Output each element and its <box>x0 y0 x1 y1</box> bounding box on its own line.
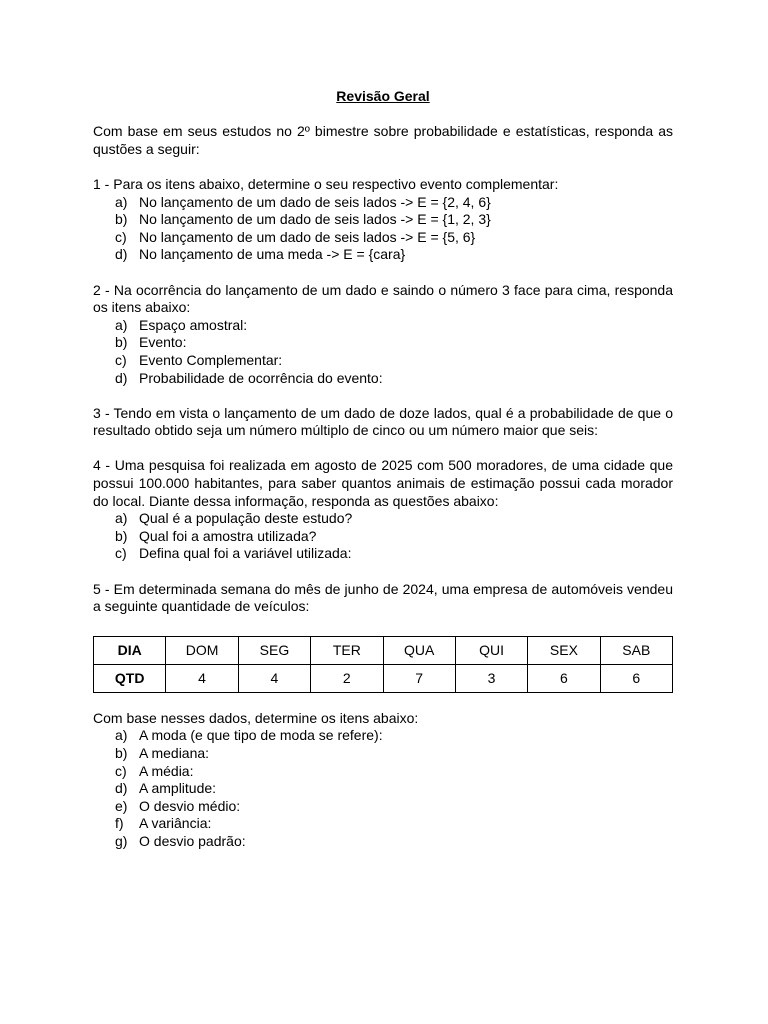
question-items <box>93 317 673 387</box>
item-text: Espaço amostral: <box>139 316 248 333</box>
final-section <box>93 710 673 851</box>
page-title: Revisão Geral <box>336 88 430 104</box>
intro-paragraph: Com base em seus estudos no 2º bimestre sobre probabilidade e estatísticas, responda as qustões a seguir: <box>93 123 673 157</box>
list-item <box>93 545 673 563</box>
item-text: Evento: <box>139 334 187 351</box>
item-marker: e) <box>115 797 128 814</box>
item-text: No lançamento de uma meda -> E = {cara} <box>139 246 406 263</box>
item-marker: c) <box>115 545 127 562</box>
final-text: Com base nesses dados, determine os itens abaixo: <box>93 709 419 726</box>
item-text: No lançamento de um dado de seis lados -> E = {5, 6} <box>139 228 476 245</box>
table-cell: 2 <box>311 664 383 692</box>
item-marker: c) <box>115 762 127 779</box>
table-cell: SEX <box>528 636 600 664</box>
item-text: O desvio padrão: <box>139 832 246 849</box>
table-cell: SEG <box>238 636 310 664</box>
question-items <box>93 510 673 563</box>
item-marker: f) <box>115 815 124 832</box>
item-marker: d) <box>115 780 128 797</box>
question-2 <box>93 282 673 388</box>
item-marker: a) <box>115 316 128 333</box>
table-cell: 6 <box>528 664 600 692</box>
table-row-days <box>94 636 673 664</box>
list-item <box>93 745 673 763</box>
question-4 <box>93 457 673 563</box>
list-item <box>93 780 673 798</box>
table-cell: 3 <box>455 664 527 692</box>
item-marker: b) <box>115 211 128 228</box>
final-items <box>93 727 673 850</box>
question-text: 3 - Tendo em vista o lançamento de um dado de doze lados, qual é a probabilidade de que o resultado obtido seja um número múltiplo de cinco ou um número maior que seis: <box>93 404 673 439</box>
item-marker: c) <box>115 351 127 368</box>
question-text: 2 - Na ocorrência do lançamento de um dado e saindo o número 3 face para cima, responda os itens abaixo: <box>93 281 673 316</box>
table-cell: QUI <box>455 636 527 664</box>
table-cell: TER <box>311 636 383 664</box>
item-marker: d) <box>115 246 128 263</box>
question-1 <box>93 176 673 264</box>
question-text: 1 - Para os itens abaixo, determine o seu respectivo evento complementar: <box>93 175 559 192</box>
list-item <box>93 211 673 229</box>
table-header-cell: DIA <box>94 636 166 664</box>
table-cell: DOM <box>166 636 238 664</box>
item-marker: a) <box>115 727 128 744</box>
table-row-quantities <box>94 664 673 692</box>
item-text: O desvio médio: <box>139 797 241 814</box>
list-item <box>93 370 673 388</box>
table-cell: 4 <box>166 664 238 692</box>
item-marker: b) <box>115 745 128 761</box>
list-item <box>93 798 673 816</box>
item-marker: c) <box>115 228 127 245</box>
sales-table <box>93 636 673 693</box>
item-text: A variância: <box>139 815 212 832</box>
item-text: Defina qual foi a variável utilizada: <box>139 545 352 562</box>
table-header-cell: QTD <box>94 664 166 692</box>
table-cell: QUA <box>383 636 455 664</box>
list-item <box>93 229 673 247</box>
list-item <box>93 317 673 335</box>
question-5 <box>93 581 673 616</box>
document-content <box>93 88 673 851</box>
table-cell: 7 <box>383 664 455 692</box>
item-text: A amplitude: <box>139 780 217 797</box>
item-marker: b) <box>115 334 128 351</box>
item-text: Probabilidade de ocorrência do evento: <box>139 369 383 386</box>
list-item <box>93 727 673 745</box>
item-text: A mediana: <box>139 745 210 761</box>
list-item <box>93 352 673 370</box>
item-text: No lançamento de um dado de seis lados -> E = {2, 4, 6} <box>139 193 491 210</box>
table-cell: 4 <box>238 664 310 692</box>
question-items <box>93 194 673 264</box>
item-marker: b) <box>115 527 128 544</box>
item-text: A moda (e que tipo de moda se refere): <box>139 727 383 744</box>
list-item <box>93 510 673 528</box>
list-item <box>93 334 673 352</box>
item-marker: a) <box>115 510 128 527</box>
question-text: 5 - Em determinada semana do mês de junho de 2024, uma empresa de automóveis vendeu a seguinte quantidade de veículos: <box>93 580 673 615</box>
item-marker: a) <box>115 193 128 210</box>
question-3 <box>93 405 673 440</box>
item-text: A média: <box>139 762 194 779</box>
list-item <box>93 833 673 851</box>
table-cell: 6 <box>600 664 672 692</box>
list-item <box>93 194 673 212</box>
table-cell: SAB <box>600 636 672 664</box>
list-item <box>93 763 673 781</box>
question-text: 4 - Uma pesquisa foi realizada em agosto de 2025 com 500 moradores, de uma cidade que possui 100.000 habitantes, para saber quantos animais de estimação possui cada morador do local. Diante dessa informação, responda as questões abaixo: <box>93 457 673 509</box>
list-item <box>93 528 673 546</box>
item-text: Qual é a população deste estudo? <box>139 510 353 527</box>
item-text: Qual foi a amostra utilizada? <box>139 527 317 544</box>
item-text: Evento Complementar: <box>139 351 283 368</box>
item-marker: d) <box>115 369 128 386</box>
list-item <box>93 246 673 264</box>
item-text: No lançamento de um dado de seis lados -> E = {1, 2, 3} <box>139 211 491 228</box>
list-item <box>93 815 673 833</box>
item-marker: g) <box>115 832 128 849</box>
